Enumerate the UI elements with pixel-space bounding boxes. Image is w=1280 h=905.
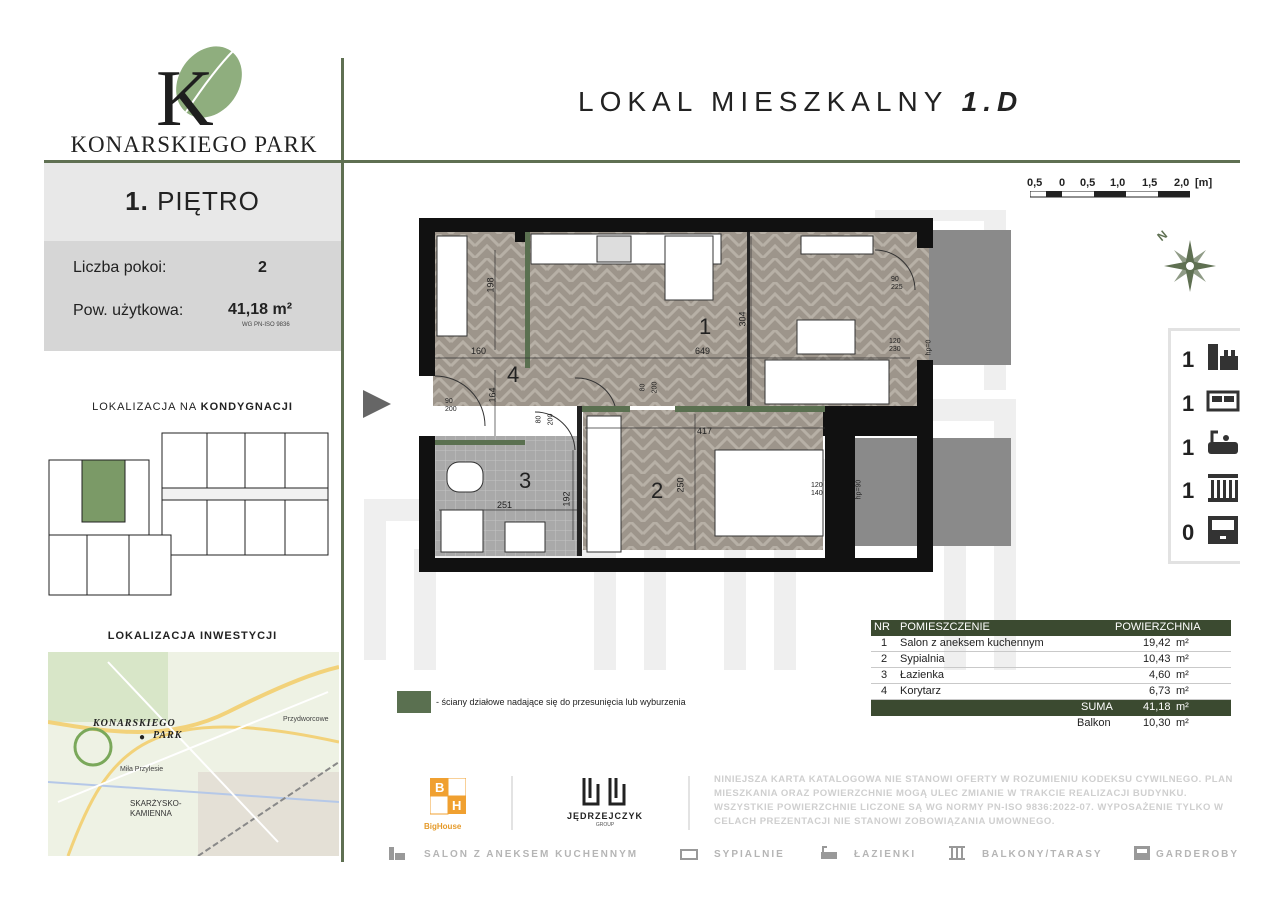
- title-prefix: LOKAL MIESZKALNY: [578, 86, 948, 117]
- bath-icon: [1206, 428, 1240, 465]
- dimension-label: 80: [639, 383, 647, 392]
- jedrzejczyk-logo: [580, 776, 628, 815]
- room-number: 3: [519, 468, 532, 493]
- unit-title: [578, 86, 1023, 118]
- floor-name: PIĘTRO: [157, 186, 260, 216]
- compass-icon: [1150, 222, 1230, 302]
- bed-icon: [680, 847, 698, 865]
- balcony-unit: m²: [1176, 717, 1189, 729]
- icon-count: 1: [1182, 478, 1195, 503]
- dimension-label: 198: [485, 277, 496, 293]
- balcony-icon: [948, 845, 966, 866]
- dimension-label: 200: [547, 413, 555, 426]
- dimension-label: 90: [891, 276, 899, 283]
- icon-count: 1: [1182, 435, 1195, 460]
- map-label-city-1: SKARŻYSKO-: [130, 799, 182, 808]
- table-balcony-row: [871, 716, 1231, 732]
- dimension-label: 140: [811, 490, 823, 497]
- row-nr: 1: [881, 637, 888, 649]
- movable-wall-swatch: [397, 691, 431, 713]
- col-room: POMIESZCZENIE: [900, 621, 990, 633]
- room-number: 4: [507, 362, 520, 387]
- summary-panel: [44, 241, 341, 351]
- table-row: [871, 684, 1231, 700]
- brand-name: KONARSKIEGO PARK: [70, 132, 318, 157]
- location-map: [48, 652, 339, 856]
- footer-label: SALON Z ANEKSEM KUCHENNYM: [424, 849, 639, 860]
- door-label: hp=0: [925, 339, 933, 356]
- wardrobe-icon: [1133, 845, 1151, 866]
- footer-label: ŁAZIENKI: [854, 849, 917, 860]
- row-nr: 3: [881, 669, 888, 681]
- row-room: Sypialnia: [900, 653, 945, 665]
- map-pin-icon: ●: [139, 732, 146, 743]
- bighouse-name: BigHouse: [424, 822, 462, 831]
- floor-location-bold: KONDYGNACJI: [200, 401, 293, 413]
- floor-location-heading: [44, 401, 341, 413]
- table-sum-row: [871, 700, 1231, 716]
- entry-arrow-icon: [363, 390, 391, 418]
- scale-label: 0,5: [1080, 177, 1096, 189]
- highlighted-unit: [82, 460, 125, 522]
- row-room: Korytarz: [900, 685, 941, 697]
- floor-keyplan: [47, 430, 331, 600]
- dimension-label: 251: [497, 500, 513, 510]
- balcony-floor: [923, 230, 1011, 365]
- col-area: POWIERZCHNIA: [1115, 621, 1201, 633]
- scale-bar: [1027, 177, 1230, 207]
- bighouse-letter-h: H: [452, 798, 462, 813]
- table-header: [871, 620, 1231, 636]
- rooms-value: 2: [258, 259, 267, 276]
- row-area: 19,42: [1143, 637, 1171, 649]
- jedrzejczyk-sub: GROUP: [595, 822, 615, 828]
- area-note: WG PN-ISO 9836: [242, 322, 290, 328]
- map-label-city-2: KAMIENNA: [130, 809, 172, 818]
- bighouse-logo: [430, 778, 466, 821]
- dimension-label: 120: [889, 338, 901, 345]
- dimension-label: 120: [811, 482, 823, 489]
- kitchen-icon: [388, 845, 406, 866]
- scale-label: 1,5: [1142, 177, 1158, 189]
- area-table: [871, 620, 1231, 732]
- dimension-label: 649: [695, 346, 711, 356]
- row-unit: m²: [1176, 685, 1189, 697]
- table-row: [871, 636, 1231, 652]
- scale-label: 0: [1059, 177, 1066, 189]
- investment-location-heading: LOKALIZACJA INWESTYCJI: [107, 630, 278, 642]
- bighouse-letter-b: B: [435, 780, 445, 795]
- row-unit: m²: [1176, 669, 1189, 681]
- dimension-label: 225: [891, 284, 903, 291]
- floor-number: 1.: [125, 186, 149, 216]
- dimension-label: 200: [651, 381, 659, 394]
- icon-count: 0: [1182, 520, 1195, 545]
- row-nr: 4: [881, 685, 888, 697]
- scale-unit: [m]: [1195, 177, 1213, 189]
- bath-icon: [820, 845, 838, 866]
- scale-label: 2,0: [1174, 177, 1190, 189]
- title-unit: 1.D: [961, 86, 1024, 117]
- rooms-label: Liczba pokoi:: [73, 259, 167, 276]
- dimension-label: 230: [889, 346, 901, 353]
- row-room: Salon z aneksem kuchennym: [900, 637, 1044, 649]
- legend-text: - ściany działowe nadające się do przesunięcia lub wyburzenia: [436, 697, 686, 707]
- map-label-district: Przydworcowe: [283, 716, 329, 723]
- floor-location-prefix: LOKALIZACJA NA: [92, 401, 197, 413]
- row-area: 4,60: [1149, 669, 1171, 681]
- dimension-label: 417: [697, 426, 713, 436]
- footer-label: BALKONY/TARASY: [982, 849, 1103, 860]
- dimension-label: 304: [737, 311, 748, 327]
- row-room: Łazienka: [900, 669, 945, 681]
- jedrzejczyk-name: JĘDRZEJCZYK: [566, 811, 643, 821]
- dimension-label: 160: [471, 346, 487, 356]
- partner-divider: [511, 776, 513, 830]
- scale-label: 1,0: [1110, 177, 1126, 189]
- map-label-konarskiego: KONARSKIEGO: [93, 718, 176, 729]
- icon-count: 1: [1182, 391, 1195, 416]
- row-nr: 2: [881, 653, 888, 665]
- wardrobe-icon: [1206, 514, 1240, 551]
- table-row: [871, 668, 1231, 684]
- column-divider: [341, 58, 344, 862]
- scale-label: 0,5: [1027, 177, 1043, 189]
- logo-letter: K: [156, 55, 214, 135]
- area-label: Pow. użytkowa:: [73, 302, 184, 319]
- dimension-label: 192: [561, 491, 572, 507]
- area-value: 41,18 m²: [228, 301, 293, 318]
- bed-icon: [1206, 386, 1240, 421]
- balcony-icon: [1206, 472, 1240, 509]
- map-label-park: PARK: [153, 730, 183, 741]
- kitchen-icon: [1206, 340, 1240, 379]
- door-label: hp=90: [855, 479, 863, 500]
- dimension-label: 80: [535, 415, 543, 424]
- compass-north: N: [1154, 227, 1171, 244]
- sum-area: 41,18: [1143, 701, 1171, 713]
- footer-label: GARDEROBY: [1156, 849, 1240, 860]
- floor-plan: [355, 210, 1035, 690]
- icon-count: 1: [1182, 347, 1195, 372]
- col-nr: NR: [874, 621, 890, 633]
- disclaimer: NINIEJSZA KARTA KATALOGOWA NIE STANOWI OFERTY W ROZUMIENIU KODEKSU CYWILNEGO. PLAN MIESZKANIA ORAZ POWIERZCHNIE MOGĄ ULEC ZMIANIE W TRAKCIE REALIZACJI BUDYNKU. WSZYSTKIE POWIERZCHNIE LICZONE SĄ WG NORMY PN-ISO 9836:2022-07. WYPOSAŻENIE TYLKO W CELACH PREZENTACJI NIE STANOWI ZOBOWIĄZANIA UMOWNEGO.: [714, 774, 1233, 827]
- map-label-street: Miła Przylesie: [120, 766, 164, 773]
- table-row: [871, 652, 1231, 668]
- dimension-label: 250: [675, 477, 686, 493]
- room-number: 1: [699, 314, 712, 339]
- balcony-area: 10,30: [1143, 717, 1171, 729]
- floor-label: [44, 186, 341, 217]
- room-number: 2: [651, 478, 664, 503]
- row-area: 6,73: [1149, 685, 1171, 697]
- balcony-label: Balkon: [1077, 717, 1111, 729]
- footer-label: SYPIALNIE: [714, 849, 785, 860]
- dimension-label: 90: [445, 398, 453, 405]
- row-unit: m²: [1176, 653, 1189, 665]
- dimension-label: 200: [445, 406, 457, 413]
- row-unit: m²: [1176, 637, 1189, 649]
- sum-label: SUMA: [1081, 701, 1113, 713]
- dimension-label: 164: [487, 387, 498, 403]
- partner-divider: [688, 776, 690, 830]
- row-area: 10,43: [1143, 653, 1171, 665]
- sum-unit: m²: [1176, 701, 1189, 713]
